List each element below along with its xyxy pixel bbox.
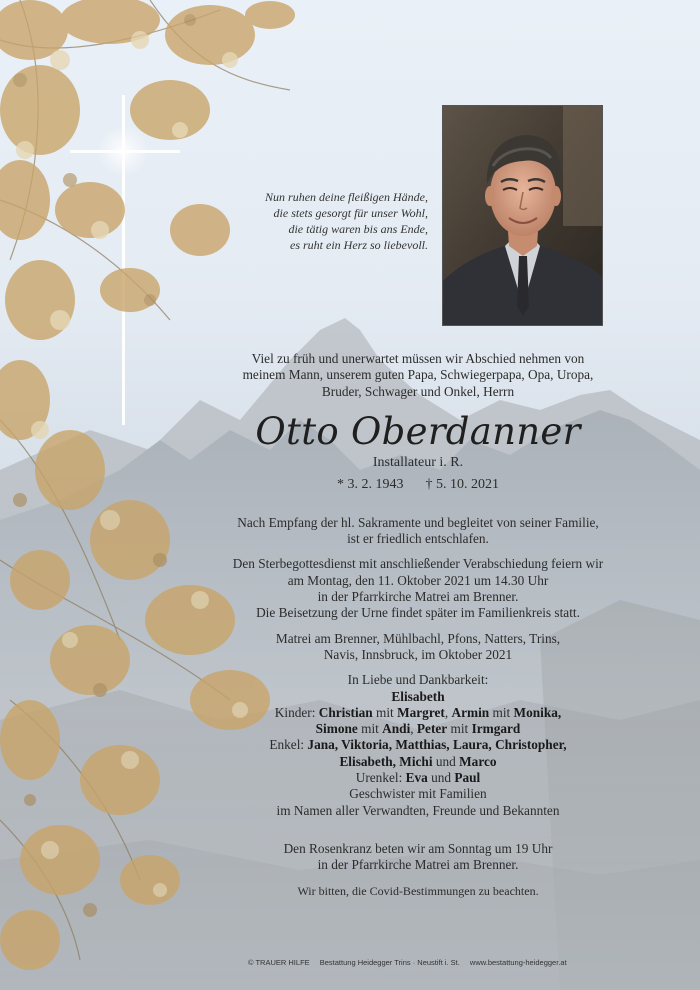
death-date: † 5. 10. 2021 [425,476,499,492]
mourner-name: Eva [405,770,428,786]
mourner-label: Enkel: [269,737,305,753]
mourner-names [319,705,561,720]
connector-text: mit [357,721,383,737]
portrait-photo [443,106,602,325]
text-line: am Montag, den 11. Oktober 2021 um 14.30 Uhr [287,572,549,588]
mourner-children-line [200,721,636,737]
obituary-text [200,351,636,899]
text-line: Die Beisetzung der Urne findet später im Familienkreis statt. [256,605,580,621]
text-line: in der Pfarrkirche Matrei am Brenner. [317,857,519,873]
mourner-name: Irmgard [471,721,521,737]
funeral-service-text [200,556,636,621]
mourner-siblings: Geschwister mit Familien [349,786,487,802]
mourner-grandchildren-line [200,737,636,753]
mourner-name: Elisabeth, Michi [339,753,433,769]
mourner-name: Armin [451,704,490,720]
deceased-name: Otto Oberdanner [255,409,581,453]
text-line: ist er friedlich entschlafen. [347,531,489,547]
footer-copyright: © TRAUER HILFE [248,958,310,967]
connector-text: , [444,704,452,720]
mourner-name: Peter [416,721,448,737]
memorial-verse [200,189,428,253]
mourner-greatgrandchildren-line [200,770,636,786]
connector-text: , [410,721,417,737]
mourner-name: Elisabeth [391,688,445,704]
mourner-name: Simone [315,721,358,737]
mourner-label: Kinder: [274,704,316,720]
mourners-heading: In Liebe und Dankbarkeit: [347,672,489,688]
mourner-name: Jana, Viktoria, Matthias, Laura, Christopher, [307,737,567,753]
covid-notice [200,883,636,899]
mourner-grandchildren-line [200,754,636,770]
verse-line: die tätig waren bis ans Ende, [288,222,428,236]
text-line: Matrei am Brenner, Mühlbachl, Pfons, Natters, Trins, [275,630,561,646]
mourner-name: Paul [454,770,481,786]
life-dates [200,475,636,495]
intro-text [200,351,636,400]
verse-line: es ruht ein Herz so liebevoll. [290,238,428,252]
mourner-children-line [200,705,636,721]
text-line: in der Pfarrkirche Matrei am Brenner. [317,589,519,605]
mourner-name: Marco [459,753,497,769]
text-line: Den Rosenkranz beten wir am Sonntag um 19 Uhr [283,840,553,856]
place-date-text [200,631,636,664]
connector-text: mit [489,704,514,720]
mourner-name: Christian [318,704,373,720]
text-line: Nach Empfang der hl. Sakramente und begleitet von seiner Familie, [237,514,599,530]
birth-date: * 3. 2. 1943 [337,476,404,492]
connector-text: und [427,770,455,786]
mourner-name: Andi [382,721,411,737]
footer [248,958,628,967]
verse-line: Nun ruhen deine fleißigen Hände, [265,190,428,204]
text-line: Bruder, Schwager und Onkel, Herrn [321,383,515,399]
portrait-illustration [443,106,602,325]
mourner-names [307,737,566,752]
deceased-title: Installateur i. R. [372,454,464,470]
rosary-text [200,841,636,874]
connector-text: und [432,753,460,769]
text-line: Navis, Innsbruck, im Oktober 2021 [323,646,513,662]
mourners-list [200,672,636,819]
mourner-label: Urenkel: [355,770,403,786]
passing-text [200,515,636,548]
text-line: meinem Mann, unserem guten Papa, Schwiegerpapa, Opa, Uropa, [242,367,594,383]
footer-undertaker: Bestattung Heidegger Trins · Neustift i. St. [319,958,460,967]
mourner-names [406,770,481,785]
verse-line: die stets gesorgt für unser Wohl, [273,206,428,220]
mourner-name: Monika, [513,704,562,720]
mourner-wife [200,689,636,705]
mourner-name: Margret [397,704,445,720]
text-line: Wir bitten, die Covid-Bestimmungen zu beachten. [297,883,539,898]
footer-website[interactable]: www.bestattung-heidegger.at [469,958,567,967]
text-line: Den Sterbegottesdienst mit anschließender Verabschiedung feiern wir [232,556,604,572]
text-line: Viel zu früh und unerwartet müssen wir Abschied nehmen von [251,351,585,366]
connector-text: mit [447,721,472,737]
connector-text: mit [372,704,398,720]
mourner-relatives: im Namen aller Verwandten, Freunde und Bekannten [276,802,560,818]
